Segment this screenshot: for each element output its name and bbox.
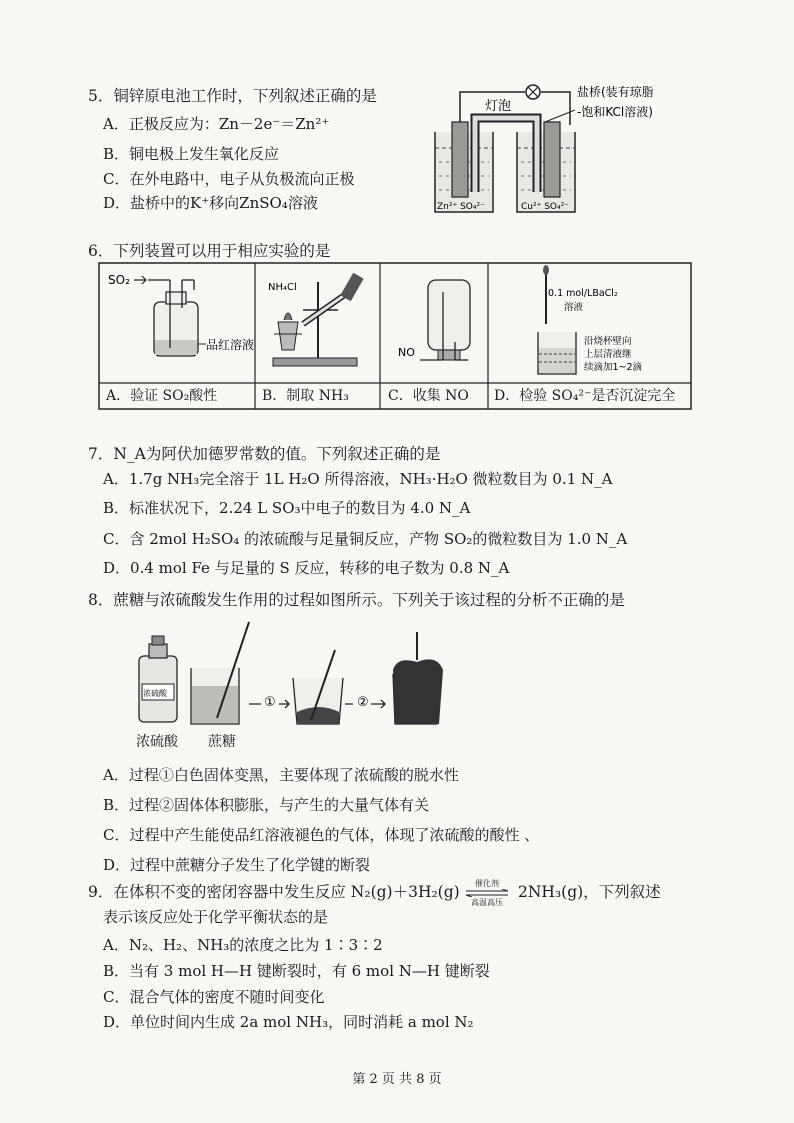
acid-bottle-label: 浓硫酸 xyxy=(143,689,167,698)
bulb-label: 灯泡 xyxy=(485,99,512,114)
q9-arrow-bottom-label: 高温高压 xyxy=(471,898,503,907)
q8-bottle-caption: 浓硫酸 xyxy=(136,734,178,750)
q9-option-c: C．混合气体的密度不随时间变化 xyxy=(103,988,325,1006)
left-solution-label: Zn²⁺ SO₄²⁻ xyxy=(437,202,485,212)
q6-option-b: B．制取 NH₃ xyxy=(262,388,349,404)
q9-stem-part1: 9．在体积不变的密闭容器中发生反应 N₂(g)＋3H₂(g) xyxy=(88,883,460,901)
q6a-solution-label: 品红溶液 xyxy=(206,338,255,352)
acid-bottle xyxy=(139,636,177,722)
q6b-reagent-label: NH₄Cl xyxy=(268,282,297,293)
beaker-dropper xyxy=(538,265,576,374)
bulb-icon xyxy=(526,85,540,99)
q6d-reagent-label-2: 溶液 xyxy=(564,302,584,313)
q5-option-c: C．在外电路中，电子从负极流向正极 xyxy=(103,170,355,188)
step2-label: ② xyxy=(357,695,369,710)
q8-beaker-caption: 蔗糖 xyxy=(208,734,236,750)
q6-option-a: A．验证 SO₂酸性 xyxy=(106,388,218,404)
q7-option-a: A．1.7g NH₃完全溶于 1L H₂O 所得溶液，NH₃·H₂O 微粒数目为 0.1 N_A xyxy=(103,470,613,488)
q7-option-c: C．含 2mol H₂SO₄ 的浓硫酸与足量铜反应，产物 SO₂的微粒数目为 1.0 N_A xyxy=(103,530,628,548)
q6-option-d: D．检验 SO₄²⁻是否沉淀完全 xyxy=(494,388,676,404)
q5-stem: 5．铜锌原电池工作时，下列叙述正确的是 xyxy=(88,87,377,105)
page-footer: 第 2 页 共 8 页 xyxy=(352,1072,442,1087)
q6a-gas-label: SO₂ xyxy=(108,273,130,287)
q6d-note-2: 上层清液继 xyxy=(584,349,632,360)
q9-equilibrium-arrow xyxy=(464,878,510,908)
q6-stem: 6．下列装置可以用于相应实验的是 xyxy=(88,242,331,260)
q8-stem: 8．蔗糖与浓硫酸发生作用的过程如图所示。下列关于该过程的分析不正确的是 xyxy=(88,591,625,609)
q6d-note-3: 续滴加1~2滴 xyxy=(584,362,643,373)
q9-option-d: D．单位时间内生成 2a mol NH₃，同时消耗 a mol N₂ xyxy=(103,1013,474,1031)
q8-option-a: A．过程①白色固体变黑，主要体现了浓硫酸的脱水性 xyxy=(103,766,459,784)
gas-washing-bottle xyxy=(134,276,206,356)
right-solution-label: Cu²⁺ SO₄²⁻ xyxy=(521,202,569,212)
q8-option-c: C．过程中产生能使品红溶液褪色的气体，体现了浓硫酸的酸性 、 xyxy=(103,826,540,844)
q5-option-b: B．铜电极上发生氧化反应 xyxy=(103,145,280,163)
collection-bottle xyxy=(420,280,470,360)
q7-stem: 7．N_A为阿伏加德罗常数的值。下列叙述正确的是 xyxy=(88,445,441,463)
q9-arrow-top-label: 催化剂 xyxy=(475,879,499,888)
q9-stem-part2: 2NH₃(g)，下列叙述 xyxy=(518,883,661,901)
q7-option-b: B．标准状况下，2.24 L SO₃中电子的数目为 4.0 N_A xyxy=(103,499,471,517)
salt-bridge-label-2: -饱和KCl溶液) xyxy=(577,105,653,119)
q6c-gas-label: NO xyxy=(398,346,415,359)
beaker-blackening xyxy=(293,650,343,724)
q6d-reagent-label: 0.1 mol/LBaCl₂ xyxy=(548,288,618,299)
galvanic-cell-diagram xyxy=(425,80,675,220)
q6-option-c: C．收集 NO xyxy=(388,388,469,404)
salt-bridge-label-1: 盐桥(装有琼脂 xyxy=(577,85,654,99)
beaker-sugar xyxy=(191,622,249,724)
q5-option-d: D．盐桥中的K⁺移向ZnSO₄溶液 xyxy=(103,194,318,212)
q9-stem-line2: 表示该反应处于化学平衡状态的是 xyxy=(103,908,329,926)
beaker-expanded xyxy=(393,632,443,724)
q5-option-a: A．正极反应为：Zn－2e⁻＝Zn²⁺ xyxy=(103,115,330,133)
q7-option-d: D．0.4 mol Fe 与足量的 S 反应，转移的电子数为 0.8 N_A xyxy=(103,559,510,577)
q8-option-d: D．过程中蔗糖分子发生了化学键的断裂 xyxy=(103,856,371,874)
q6d-note-1: 沿烧杯壁向 xyxy=(584,336,632,347)
q9-option-a: A．N₂、H₂、NH₃的浓度之比为 1∶3∶2 xyxy=(103,936,383,954)
step1-label: ① xyxy=(264,695,276,710)
q8-option-b: B．过程②固体体积膨胀，与产生的大量气体有关 xyxy=(103,796,430,814)
q9-option-b: B．当有 3 mol H—H 键断裂时，有 6 mol N—H 键断裂 xyxy=(103,962,490,980)
